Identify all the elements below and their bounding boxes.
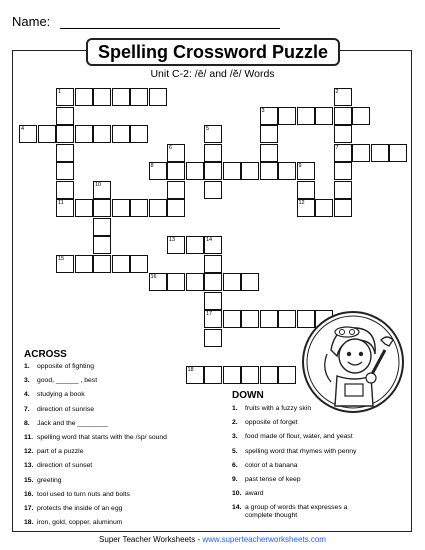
crossword-cell[interactable] — [260, 144, 278, 162]
crossword-cell[interactable] — [352, 107, 370, 125]
crossword-cell[interactable] — [204, 181, 222, 199]
crossword-cell[interactable] — [167, 273, 185, 291]
clue-item — [232, 419, 298, 426]
crossword-cell[interactable] — [241, 310, 259, 328]
crossword-cell[interactable] — [371, 144, 389, 162]
clue-item-number: 13. — [24, 462, 34, 470]
crossword-cell[interactable] — [149, 273, 167, 291]
crossword-cell[interactable] — [56, 144, 74, 162]
clue-item-text: studying a book — [37, 391, 85, 399]
clue-number: 9 — [298, 163, 302, 169]
clue-item-text: protects the inside of an egg — [37, 505, 123, 512]
name-row — [12, 12, 412, 32]
crossword-cell[interactable] — [204, 273, 222, 291]
clue-item — [24, 448, 83, 455]
clue-item — [232, 448, 356, 455]
clue-number: 11 — [58, 200, 64, 206]
crossword-cell[interactable] — [167, 162, 185, 180]
crossword-cell[interactable] — [56, 255, 74, 273]
clue-item-text: tool used to turn nuts and bolts — [37, 490, 130, 498]
crossword-cell[interactable] — [112, 199, 130, 217]
clue-item — [24, 377, 97, 384]
crossword-cell[interactable] — [167, 144, 185, 162]
clue-item-number: 4. — [24, 391, 30, 399]
clue-item-text: opposite of fighting — [37, 363, 95, 370]
crossword-cell[interactable] — [297, 181, 315, 199]
crossword-cell[interactable] — [204, 292, 222, 310]
crossword-cell[interactable] — [204, 236, 222, 254]
crossword-cell[interactable] — [167, 199, 185, 217]
page-title: Spelling Crossword Puzzle — [86, 38, 340, 66]
clue-item-text: spelling word that starts with the /sp/ sound — [37, 434, 167, 441]
crossword-cell[interactable] — [112, 125, 130, 143]
crossword-cell[interactable] — [19, 125, 37, 143]
clue-number: 14 — [206, 237, 213, 243]
clue-item — [24, 434, 167, 441]
crossword-cell[interactable] — [278, 366, 296, 384]
clue-item — [24, 519, 122, 526]
crossword-cell[interactable] — [223, 273, 241, 291]
clue-item-number: 1. — [24, 363, 30, 370]
crossword-cell[interactable] — [93, 255, 111, 273]
crossword-cell[interactable] — [389, 144, 407, 162]
crossword-cell[interactable] — [130, 125, 148, 143]
clue-item-text: direction of sunset — [37, 462, 93, 470]
clue-item — [24, 363, 94, 370]
clue-number: 2 — [335, 89, 339, 95]
clue-number: 8 — [150, 163, 154, 169]
crossword-cell[interactable] — [149, 199, 167, 217]
clue-number: 4 — [21, 126, 25, 132]
clue-item-text: opposite of forget — [245, 419, 298, 427]
crossword-cell[interactable] — [204, 162, 222, 180]
crossword-cell[interactable] — [260, 162, 278, 180]
clue-item-text: Jack and the ________ — [37, 419, 108, 427]
crossword-cell[interactable] — [167, 236, 185, 254]
crossword-cell[interactable] — [186, 366, 204, 384]
clue-number: 12 — [298, 200, 305, 206]
crossword-cell[interactable] — [56, 88, 74, 106]
crossword-cell[interactable] — [278, 107, 296, 125]
clue-item-number: 1. — [232, 405, 238, 412]
crossword-cell[interactable] — [278, 310, 296, 328]
clue-item-text: iron, gold, copper, aluminum — [37, 519, 123, 527]
clue-item-text: a group of words that expresses a complete thought — [245, 504, 348, 520]
clue-item-text: spelling word that rhymes with penny — [245, 447, 357, 455]
crossword-cell[interactable] — [186, 236, 204, 254]
across-heading: ACROSS — [24, 349, 67, 360]
clue-item-number: 2. — [232, 419, 238, 427]
clue-number: 13 — [169, 237, 176, 243]
footer-separator: - — [195, 535, 203, 544]
crossword-cell[interactable] — [204, 144, 222, 162]
crossword-cell[interactable] — [186, 273, 204, 291]
clue-item — [232, 476, 301, 483]
clue-item-text: direction of sunrise — [37, 405, 95, 413]
crossword-cell[interactable] — [56, 199, 74, 217]
crossword-cell[interactable] — [149, 88, 167, 106]
crossword-cell[interactable] — [334, 181, 352, 199]
crossword-cell[interactable] — [241, 273, 259, 291]
crossword-cell[interactable] — [75, 125, 93, 143]
crossword-cell[interactable] — [93, 218, 111, 236]
name-label: Name: — [12, 14, 51, 29]
clue-item — [232, 405, 311, 412]
clue-item — [24, 505, 122, 512]
mascot-illustration — [301, 310, 405, 414]
clue-number: 15 — [58, 255, 65, 262]
clue-item — [24, 462, 92, 469]
crossword-cell[interactable] — [93, 88, 111, 106]
crossword-cell[interactable] — [334, 88, 352, 106]
down-heading: DOWN — [232, 390, 264, 401]
clue-number: 7 — [335, 144, 339, 151]
clue-item-number: 6. — [232, 461, 238, 469]
clue-item-number: 17. — [24, 505, 34, 512]
clue-item — [232, 462, 298, 469]
clue-item-number: 15. — [24, 476, 34, 484]
clue-item-number: 11. — [24, 434, 34, 441]
clue-item — [232, 433, 353, 440]
crossword-cell[interactable] — [204, 366, 222, 384]
clue-item — [24, 491, 130, 498]
clue-item-number: 8. — [24, 419, 30, 427]
clue-item — [24, 406, 94, 413]
clue-item-number: 18. — [24, 519, 34, 527]
clue-number: 6 — [169, 144, 173, 151]
crossword-cell[interactable] — [334, 144, 352, 162]
crossword-cell[interactable] — [334, 199, 352, 217]
crossword-cell[interactable] — [204, 125, 222, 143]
clue-number: 3 — [261, 107, 265, 114]
crossword-cell[interactable] — [112, 88, 130, 106]
crossword-cell[interactable] — [93, 236, 111, 254]
clue-number: 18 — [187, 366, 194, 373]
crossword-cell[interactable] — [75, 199, 93, 217]
clue-item — [24, 477, 62, 484]
crossword-cell[interactable] — [223, 162, 241, 180]
crossword-cell[interactable] — [278, 162, 296, 180]
crossword-cell[interactable] — [241, 162, 259, 180]
clue-item — [232, 504, 382, 520]
crossword-cell[interactable] — [93, 199, 111, 217]
clue-item-number: 9. — [232, 476, 238, 483]
crossword-cell[interactable] — [204, 329, 222, 347]
crossword-cell[interactable] — [56, 125, 74, 143]
clue-number: 17 — [206, 311, 213, 317]
clue-item-number: 12. — [24, 448, 34, 456]
crossword-cell[interactable] — [204, 310, 222, 328]
crossword-cell[interactable] — [186, 162, 204, 180]
crossword-cell[interactable] — [56, 107, 74, 125]
footer-brand: Super Teacher Worksheets — [99, 535, 196, 544]
crossword-cell[interactable] — [334, 107, 352, 125]
crossword-cell[interactable] — [241, 366, 259, 384]
crossword-cell[interactable] — [260, 366, 278, 384]
footer-url-link[interactable]: www.superteacherworksheets.com — [202, 535, 326, 544]
crossword-cell[interactable] — [75, 88, 93, 106]
crossword-cell[interactable] — [38, 125, 56, 143]
clue-item-text: past tense of keep — [245, 476, 301, 483]
clue-item-number: 3. — [232, 433, 238, 441]
crossword-cell[interactable] — [297, 162, 315, 180]
clue-item-text: color of a banana — [245, 461, 298, 469]
clue-item-number: 10. — [232, 490, 242, 498]
crossword-cell[interactable] — [223, 310, 241, 328]
crossword-cell[interactable] — [352, 144, 370, 162]
clue-number: 16 — [150, 274, 157, 280]
crossword-cell[interactable] — [315, 107, 333, 125]
clue-item-text: good, ______ , best — [37, 377, 98, 385]
crossword-cell[interactable] — [130, 88, 148, 106]
clue-item — [232, 490, 264, 497]
crossword-cell[interactable] — [260, 310, 278, 328]
crossword-cell[interactable] — [297, 107, 315, 125]
clue-item-number: 3. — [24, 377, 30, 385]
crossword-cell[interactable] — [130, 255, 148, 273]
crossword-cell[interactable] — [260, 125, 278, 143]
clue-number: 5 — [206, 126, 210, 132]
crossword-cell[interactable] — [56, 181, 74, 199]
clue-item-number: 14. — [232, 504, 242, 512]
clue-item-text: award — [245, 490, 264, 498]
clue-item — [24, 391, 85, 398]
crossword-cell[interactable] — [334, 162, 352, 180]
crossword-cell[interactable] — [223, 366, 241, 384]
crossword-cell[interactable] — [93, 181, 111, 199]
clue-item-text: fruits with a fuzzy skin — [245, 405, 312, 412]
clue-number: 10 — [95, 181, 102, 188]
clue-item-number: 5. — [232, 447, 238, 455]
crossword-cell[interactable] — [75, 255, 93, 273]
crossword-cell[interactable] — [149, 162, 167, 180]
crossword-cell[interactable] — [167, 181, 185, 199]
footer — [0, 535, 425, 544]
crossword-cell[interactable] — [130, 199, 148, 217]
crossword-cell[interactable] — [56, 162, 74, 180]
clue-number: 1 — [58, 89, 62, 95]
crossword-cell[interactable] — [112, 255, 130, 273]
crossword-cell[interactable] — [93, 125, 111, 143]
clue-item-text: part of a puzzle — [37, 448, 84, 456]
crossword-cell[interactable] — [315, 199, 333, 217]
clue-item-number: 7. — [24, 405, 30, 413]
page-subtitle: Unit C-2: /ē/ and /ĕ/ Words — [150, 68, 275, 80]
clue-item-text: food made of flour, water, and yeast — [245, 433, 353, 441]
crossword-cell[interactable] — [260, 107, 278, 125]
clue-item — [24, 420, 108, 427]
clue-item-text: greeting — [37, 476, 62, 484]
crossword-cell[interactable] — [204, 255, 222, 273]
crossword-cell[interactable] — [334, 125, 352, 143]
name-input-line[interactable] — [60, 28, 280, 29]
clue-item-number: 16. — [24, 490, 34, 498]
crossword-cell[interactable] — [297, 199, 315, 217]
